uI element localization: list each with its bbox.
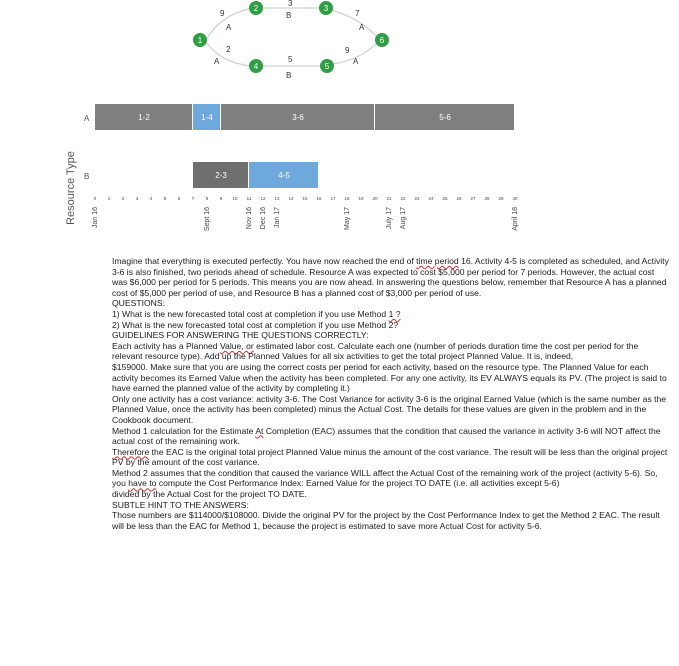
bar-label-4-5: 4-5 [278, 171, 290, 180]
x-tick-label: 16 [316, 196, 322, 201]
x-tick-label: 24 [428, 196, 434, 201]
network-node [249, 1, 263, 15]
edge-label: A [353, 57, 359, 66]
guideline-planned-value: Each activity has a Planned Value, or estimated labor cost. Calculate each one (number of periods duration time the cost per period for the relevant resource type). Add up the Planned Values for all six activities to get the total project Planned Value. It is, indeed, [112, 340, 639, 362]
x-tick-label: 17 [330, 196, 336, 201]
x-date-label: May 17 [344, 207, 351, 230]
x-tick-label: 10 [232, 196, 238, 201]
x-tick-label: 8 [205, 196, 209, 201]
x-tick-label: 4 [149, 196, 153, 201]
bar-label-1-2: 1-2 [138, 113, 150, 122]
x-tick-label: 26 [456, 196, 462, 201]
edge-label: 3 [288, 0, 293, 8]
x-axis-dates [92, 207, 519, 231]
x-tick-label: 22 [400, 196, 406, 201]
svg-text:2: 2 [253, 4, 259, 13]
gantt-bars [95, 104, 514, 188]
edge-label: A [226, 23, 232, 32]
x-tick-label: 27 [470, 196, 476, 201]
x-tick-label: 9 [219, 196, 223, 201]
network-node [193, 33, 207, 47]
x-tick-label: 18 [344, 196, 350, 201]
x-axis-ticks [94, 196, 518, 201]
hint-heading: SUBTLE HINT TO THE ANSWERS: [112, 499, 249, 510]
edge-label: B [286, 71, 292, 80]
svg-text:3: 3 [323, 4, 329, 13]
x-date-label: April 18 [512, 207, 519, 231]
guideline-method-1-eac: Therefore the EAC is the original total project Planned Value minus the amount of the cost variance. The result will be less than the original project PV by the amount of the cost variance. [112, 446, 668, 468]
edge-label: 9 [220, 9, 225, 18]
x-date-label: Nov 16 [246, 207, 253, 230]
edge-label: 2 [226, 45, 231, 54]
row-label-a: A [84, 114, 90, 123]
network-diagram [193, 0, 389, 80]
network-node [375, 33, 389, 47]
x-date-label: Dec 16 [260, 207, 267, 230]
x-tick-label: 12 [260, 196, 266, 201]
x-tick-label: 14 [288, 196, 294, 201]
guideline-method-2-cont: divided by the Actual Cost for the project TO DATE. [112, 489, 307, 500]
hint-text: Those numbers are $114000/$108000. Divide the original PV for the project by the Cost Performance Index to get the Method 2 EAC. The result will be less than the EAC for Method 1, because the project is estimated to save more Actual Cost for activity 5-6. [112, 510, 660, 531]
x-date-label: Sept 16 [204, 207, 211, 232]
guidelines-heading: GUIDELINES FOR ANSWERING THE QUESTIONS CORRECTLY: [112, 330, 369, 341]
svg-text:6: 6 [379, 36, 385, 45]
x-tick-label: 30 [512, 196, 518, 201]
x-tick-label: 1 [107, 196, 111, 201]
edge-label: A [359, 23, 365, 32]
network-node [320, 59, 334, 73]
gantt-figure [0, 0, 679, 250]
y-axis-title: Resource Type [65, 151, 77, 225]
x-tick-label: 5 [163, 196, 167, 201]
bar-label-1-4: 1-4 [201, 113, 213, 122]
edge-label: A [214, 57, 220, 66]
x-tick-label: 2 [121, 196, 125, 201]
problem-text [112, 256, 670, 531]
bar-label-5-6: 5-6 [439, 113, 451, 122]
x-tick-label: 20 [372, 196, 378, 201]
question-2: 2) What is the new forecasted total cost at completion if you use Method 2? [112, 319, 399, 330]
x-tick-label: 13 [274, 196, 280, 201]
x-tick-label: 23 [414, 196, 420, 201]
x-date-label: July 17 [386, 207, 393, 230]
x-tick-label: 11 [246, 196, 252, 201]
x-tick-label: 28 [484, 196, 490, 201]
questions-heading: QUESTIONS: [112, 298, 166, 309]
question-1: 1) What is the new forecasted total cost at completion if you use Method 1 ? [112, 308, 401, 319]
guideline-total-pv: $159000. Make sure that you are using the correct costs per period for each activity, based on the resource type. The Planned Value for each activity becomes its Earned Value when the activity has been completed. For any one activity, its EV ALWAYS equals its PV. (The project is said to have earned the planned value of the activity by completing it.) [112, 361, 667, 394]
x-tick-label: 3 [135, 196, 139, 201]
x-tick-label: 25 [442, 196, 448, 201]
svg-text:1: 1 [197, 36, 203, 45]
svg-text:5: 5 [324, 62, 330, 71]
intro-paragraph: Imagine that everything is executed perfectly. You have now reached the end of time period 16. Activity 4-5 is completed as scheduled, and Activity 3-6 is also finished, two periods ahead of schedule. Resource A was expected to cost $5,000 per period for 7 periods. However, the actual cost was $6,000 per period for 5 periods. This means you are now ahead. In answering the questions below, remember that Resource A has a planned cost of $5,000 per period of use, and Resource B has a planned cost of $3,000 per period of use. [112, 256, 669, 298]
x-date-label: Aug 17 [400, 207, 407, 230]
x-tick-label: 7 [191, 196, 195, 201]
x-tick-label: 6 [177, 196, 181, 201]
network-node [319, 1, 333, 15]
network-node [249, 59, 263, 73]
edge-label: 5 [288, 55, 293, 64]
svg-text:4: 4 [253, 62, 259, 71]
guideline-method-1: Method 1 calculation for the Estimate At Completion (EAC) assumes that the condition that caused the variance in activity 3-6 will NOT affect the actual cost of the remaining work. [112, 425, 661, 447]
row-label-b: B [84, 172, 90, 181]
x-tick-label: 29 [498, 196, 504, 201]
x-tick-label: 15 [302, 196, 308, 201]
x-date-label: Jan 17 [274, 207, 281, 229]
edge-label: B [286, 11, 292, 20]
x-tick-label: 21 [386, 196, 392, 201]
bar-label-2-3: 2-3 [215, 171, 227, 180]
x-tick-label: 0 [93, 196, 97, 201]
edge-label: 9 [345, 46, 350, 55]
edge-label: 7 [355, 9, 360, 18]
bar-label-3-6: 3-6 [292, 113, 304, 122]
guideline-cost-variance: Only one activity has a cost variance: activity 3-6. The Cost Variance for activity 3-6 is the original Earned Value (which is the same number as the Planned Value, once the activity has been completed) minus the Actual Cost. The details for these values are given in the problem and in the Cookbook document. [112, 393, 667, 425]
guideline-method-2: Method 2 assumes that the condition that caused the variance WILL affect the Actual Cost of the remaining work of the project (activity 5-6). So, you have to compute the Cost Performance Index: Earned Value for the project TO DATE (i.e. all activities except 5-6) [112, 467, 658, 489]
x-tick-label: 19 [358, 196, 364, 201]
x-date-label: Jan 16 [92, 207, 99, 229]
